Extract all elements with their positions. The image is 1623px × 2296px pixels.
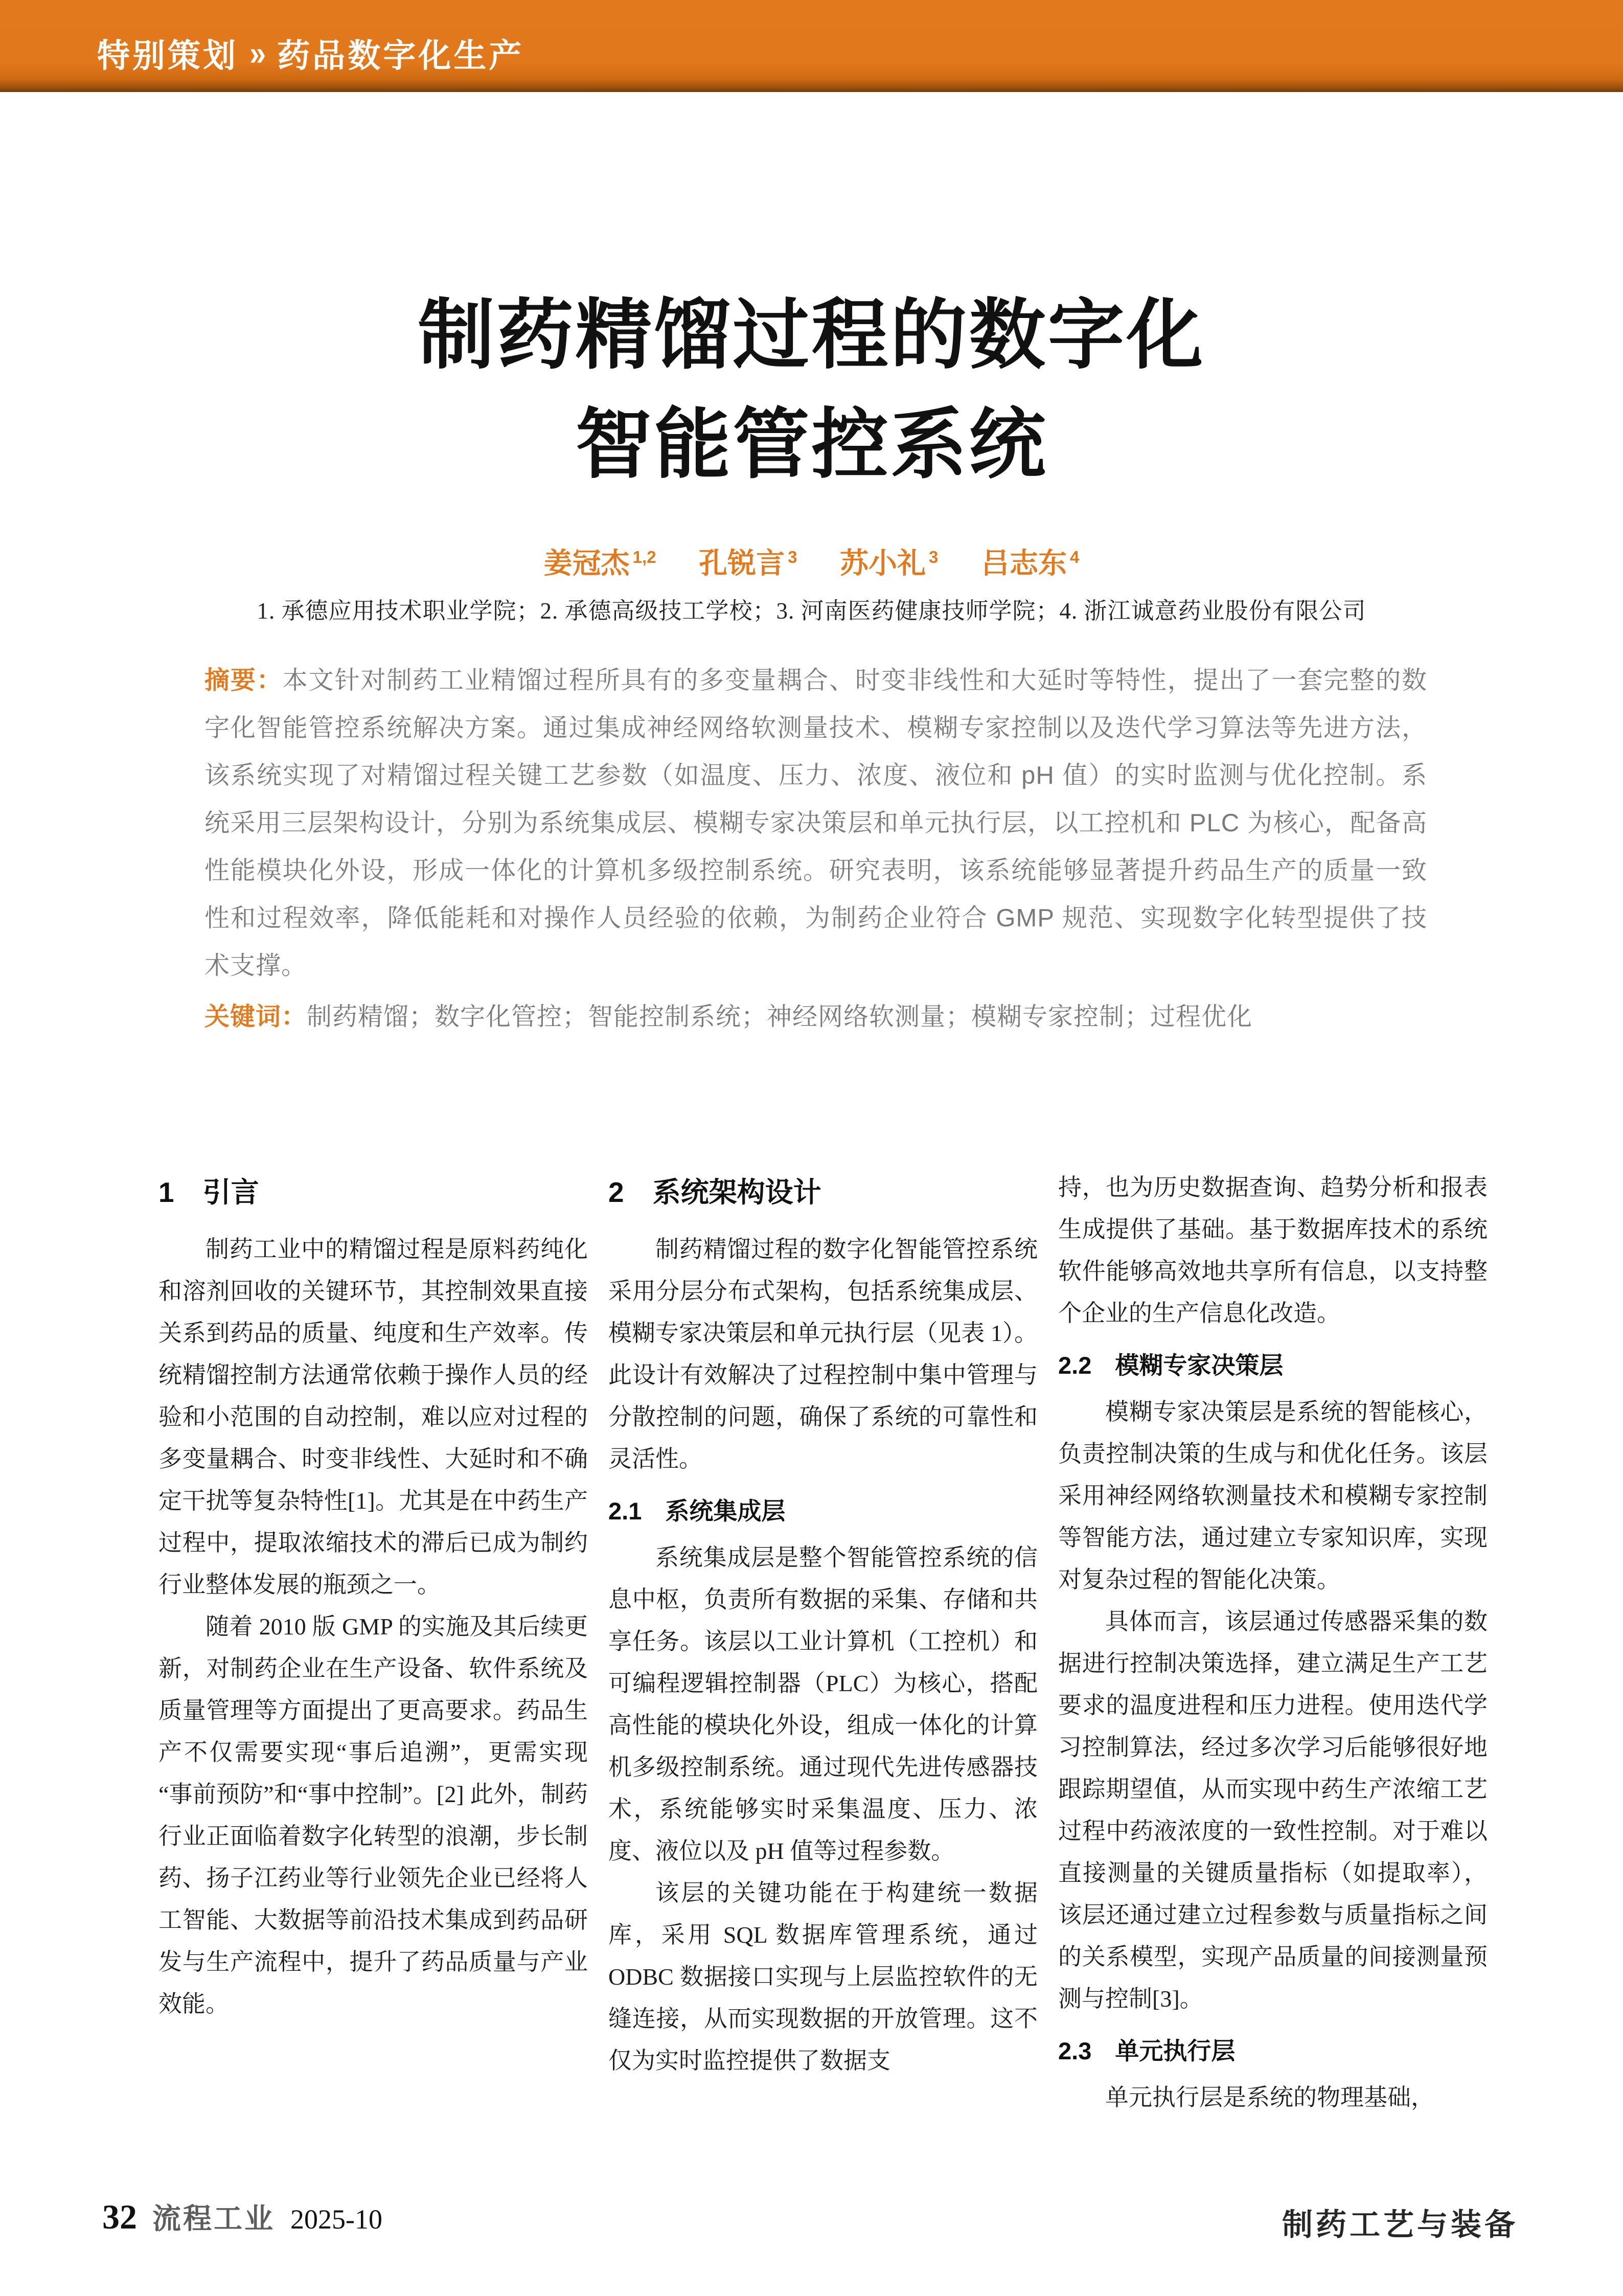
section-title: 模糊专家决策层 xyxy=(1115,1352,1284,1379)
body-paragraph: 具体而言，该层通过传感器采集的数据进行控制决策选择，建立满足生产工艺要求的温度进程和压力进程。使用迭代学习控制算法，经过多次学习后能够很好地跟踪期望值，从而实现中药生产浓缩工艺过程中药液浓度的一致性控制。对于难以直接测量的关键质量指标（如提取率），该层还通过建立过程参数与质量指标之间的关系模型，实现产品质量的间接测量预测与控制[3]。 xyxy=(1058,1608,1488,2012)
author-affiliation-sup: 4 xyxy=(1069,548,1080,567)
body-column-1 xyxy=(158,1167,588,2119)
keywords-text: 制药精馏；数字化管控；智能控制系统；神经网络软测量；模糊专家控制；过程优化 xyxy=(307,1003,1253,1031)
body-paragraph-continuation: 持，也为历史数据查询、趋势分析和报表生成提供了基础。基于数据库技术的系统软件能够高效地共享所有信息，以支持整个企业的生产信息化改造。 xyxy=(1058,1174,1488,1326)
section-heading-2-1 xyxy=(608,1492,1038,1527)
abstract-block xyxy=(204,657,1427,990)
section-title: 系统架构设计 xyxy=(652,1176,821,1208)
body-paragraph: 该层的关键功能在于构建统一数据库，采用 SQL 数据库管理系统，通过 ODBC 数据接口实现与上层监控软件的无缝连接，从而实现数据的开放管理。这不仅为实时监控提供了数据支 xyxy=(608,1880,1038,2074)
section-number: 2.3 xyxy=(1058,2037,1092,2064)
section-label: 特别策划 xyxy=(97,37,238,74)
section-number: 2.2 xyxy=(1058,1352,1092,1379)
author-name: 姜冠杰 xyxy=(543,547,630,579)
body-paragraph: 制药工业中的精馏过程是原料药纯化和溶剂回收的关键环节，其控制效果直接关系到药品的质量、纯度和生产效率。传统精馏控制方法通常依赖于操作人员的经验和小范围的自动控制，难以应对过程的多变量耦合、时变非线性、大延时和不确定干扰等复杂特性[1]。尤其是在中药生产过程中，提取浓缩技术的滞后已成为制约行业整体发展的瓶颈之一。 xyxy=(158,1236,588,1598)
section-title: 引言 xyxy=(202,1176,259,1208)
chevron-right-icon: » xyxy=(249,34,266,73)
section-title: 系统集成层 xyxy=(665,1497,786,1525)
section-banner-text xyxy=(97,30,524,77)
body-column-2 xyxy=(608,1167,1038,2119)
section-banner xyxy=(0,0,1623,92)
body-paragraph: 模糊专家决策层是系统的智能核心，负责控制决策的生成与和优化任务。该层采用神经网络软测量技术和模糊专家控制等智能方法，通过建立专家知识库，实现对复杂过程的智能化决策。 xyxy=(1058,1399,1488,1593)
section-number: 2.1 xyxy=(608,1497,642,1525)
author-name: 吕志东 xyxy=(980,547,1067,579)
body-paragraph: 系统集成层是整个智能管控系统的信息中枢，负责所有数据的采集、存储和共享任务。该层以工业计算机（工控机）和可编程逻辑控制器（PLC）为核心，搭配高性能的模块化外设，组成一体化的计算机多级控制系统。通过现代先进传感器技术，系统能够实时采集温度、压力、浓度、液位以及 pH 值等过程参数。 xyxy=(608,1544,1038,1864)
page-number: 32 xyxy=(102,2197,137,2236)
article-title-line1: 制药精馏过程的数字化 xyxy=(418,292,1205,378)
section-number: 2 xyxy=(608,1176,624,1208)
author xyxy=(544,547,656,579)
section-heading-2-2 xyxy=(1058,1347,1488,1381)
author xyxy=(840,547,938,579)
section-title: 单元执行层 xyxy=(1115,2037,1236,2064)
section-heading-2-3 xyxy=(1058,2032,1488,2066)
journal-name: 流程工业 xyxy=(152,2202,275,2235)
abstract-text: 本文针对制药工业精馏过程所具有的多变量耦合、时变非线性和大延时等特性，提出了一套完整的数字化智能管控系统解决方案。通过集成神经网络软测量技术、模糊专家控制以及迭代学习算法等先进方法，该系统实现了对精馏过程关键工艺参数（如温度、压力、浓度、液位和 pH 值）的实时监测与优化控制。系统采用三层架构设计，分别为系统集成层、模糊专家决策层和单元执行层，以工控机和 PLC 为核心，配备高性能模块化外设，形成一体化的计算机多级控制系统。研究表明，该系统能够显著提升药品生产的质量一致性和过程效率，降低能耗和对操作人员经验的依赖，为制药企业符合 GMP 规范、实现数字化转型提供了技术支撑。 xyxy=(204,667,1427,980)
authors-line xyxy=(0,541,1623,582)
section-number: 1 xyxy=(158,1176,174,1208)
body-paragraph: 随着 2010 版 GMP 的实施及其后续更新，对制药企业在生产设备、软件系统及质量管理等方面提出了更高要求。药品生产不仅需要实现“事后追溯”，更需实现“事前预防”和“事中控制”。[2] 此外，制药行业正面临着数字化转型的浪潮，步长制药、扬子江药业等行业领先企业已经将人工智能、大数据等前沿技术集成到药品研发与生产流程中，提升了药品质量与产业效能。 xyxy=(158,1613,588,2017)
author-affiliation-sup: 3 xyxy=(788,548,797,567)
author-affiliation-sup: 1,2 xyxy=(632,548,656,567)
abstract-label: 摘要： xyxy=(204,667,283,694)
section-heading-2 xyxy=(608,1170,1038,1210)
article-title-line2: 智能管控系统 xyxy=(575,401,1048,487)
body-column-3 xyxy=(1058,1167,1488,2119)
author xyxy=(981,547,1079,579)
author-affiliation-sup: 3 xyxy=(929,548,939,567)
author xyxy=(699,547,797,579)
body-columns xyxy=(158,1167,1488,2119)
body-paragraph: 制药精馏过程的数字化智能管控系统采用分层分布式架构，包括系统集成层、模糊专家决策层和单元执行层（见表 1）。此设计有效解决了过程控制中集中管理与分散控制的问题，确保了系统的可靠性和灵活性。 xyxy=(608,1236,1038,1472)
footer-left xyxy=(102,2196,382,2237)
article-title xyxy=(0,280,1623,499)
body-paragraph: 单元执行层是系统的物理基础， xyxy=(1105,2084,1434,2110)
section-heading-1 xyxy=(158,1170,588,1210)
affiliations-line: 1. 承德应用技术职业学院；2. 承德高级技工学校；3. 河南医药健康技师学院；4. 浙江诚意药业股份有限公司 xyxy=(257,598,1366,624)
keywords-block xyxy=(204,997,1427,1033)
keywords-label: 关键词： xyxy=(204,1003,307,1031)
author-name: 苏小礼 xyxy=(840,547,926,579)
issue-number: 2025-10 xyxy=(290,2204,382,2235)
footer-section-name: 制药工艺与装备 xyxy=(1282,2208,1518,2242)
author-name: 孔锐言 xyxy=(699,547,785,579)
section-topic: 药品数字化生产 xyxy=(277,37,524,74)
